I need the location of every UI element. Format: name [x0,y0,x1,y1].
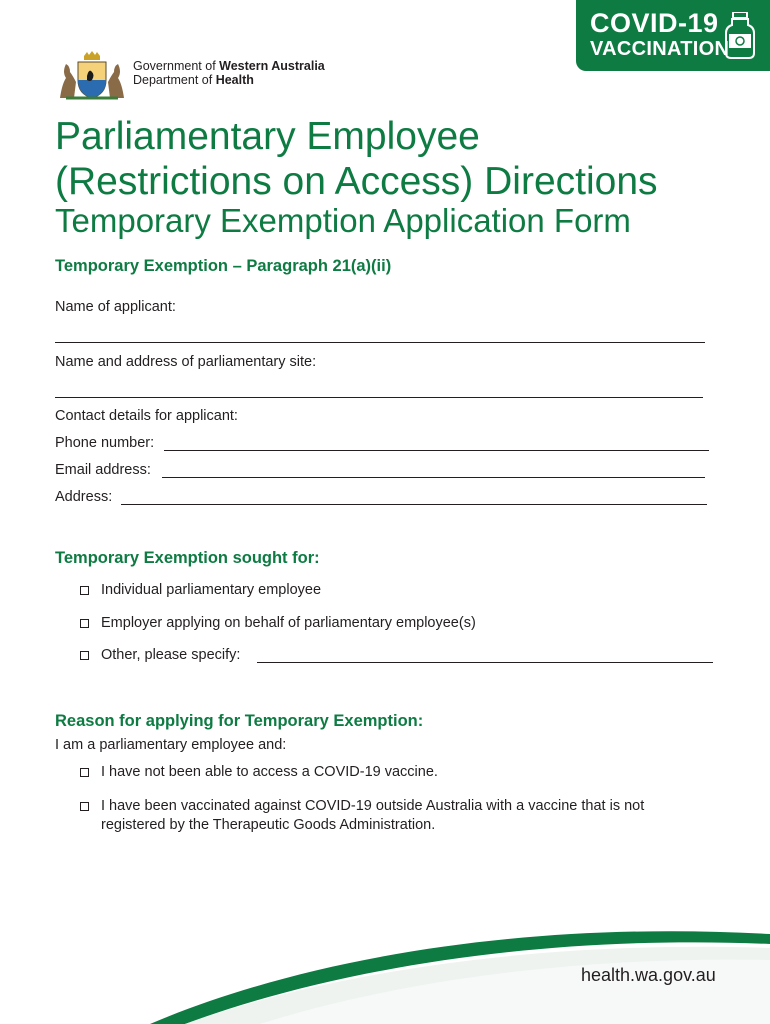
badge-line2: VACCINATION [590,38,730,60]
email-field[interactable] [162,477,705,478]
reason-overseas-label-line1: I have been vaccinated against COVID-19 outside Australia with a vaccine that is not [101,798,645,814]
other-specify-field[interactable] [257,662,713,663]
sought-heading: Temporary Exemption sought for: [55,549,320,567]
name-label: Name of applicant: [55,299,176,315]
page-subtitle: Temporary Exemption Application Form [55,202,631,239]
site-field[interactable] [55,397,703,398]
reason-no-access-label: I have not been able to access a COVID-19 vaccine. [101,764,438,780]
footer-swoosh [0,900,770,1024]
reason-heading: Reason for applying for Temporary Exemption: [55,712,424,730]
email-label: Email address: [55,462,151,478]
gov-name: Western Australia [219,59,325,73]
option-employer-label: Employer applying on behalf of parliamentary employee(s) [101,615,476,631]
checkbox-other[interactable] [80,651,89,660]
gov-prefix: Government of [133,59,220,73]
checkbox-vaccinated-overseas[interactable] [80,802,89,811]
vaccine-vial-icon [724,12,756,60]
site-label: Name and address of parliamentary site: [55,354,317,370]
reason-overseas-label-line2: registered by the Therapeutic Goods Administration. [101,817,436,833]
phone-label: Phone number: [55,435,155,451]
address-field[interactable] [121,504,707,505]
checkbox-no-access[interactable] [80,768,89,777]
option-other-label: Other, please specify: [101,647,241,663]
government-name [133,59,325,73]
contact-label: Contact details for applicant: [55,408,238,424]
department-name [133,73,254,87]
checkbox-individual[interactable] [80,586,89,595]
option-individual-label: Individual parliamentary employee [101,582,322,598]
covid-vaccination-badge [576,0,770,71]
dept-prefix: Department of [133,73,216,87]
address-label: Address: [55,489,113,505]
page-title-line1: Parliamentary Employee [55,115,480,158]
wa-coat-of-arms-icon [56,50,128,102]
dept-name: Health [215,73,254,87]
reason-intro: I am a parliamentary employee and: [55,737,287,753]
badge-line1: COVID-19 [590,8,719,38]
phone-field[interactable] [164,450,709,451]
page-title-line2: (Restrictions on Access) Directions [55,160,658,203]
checkbox-employer[interactable] [80,619,89,628]
website-url[interactable]: health.wa.gov.au [581,965,716,985]
paragraph-heading: Temporary Exemption – Paragraph 21(a)(ii) [55,257,392,275]
name-field[interactable] [55,342,705,343]
